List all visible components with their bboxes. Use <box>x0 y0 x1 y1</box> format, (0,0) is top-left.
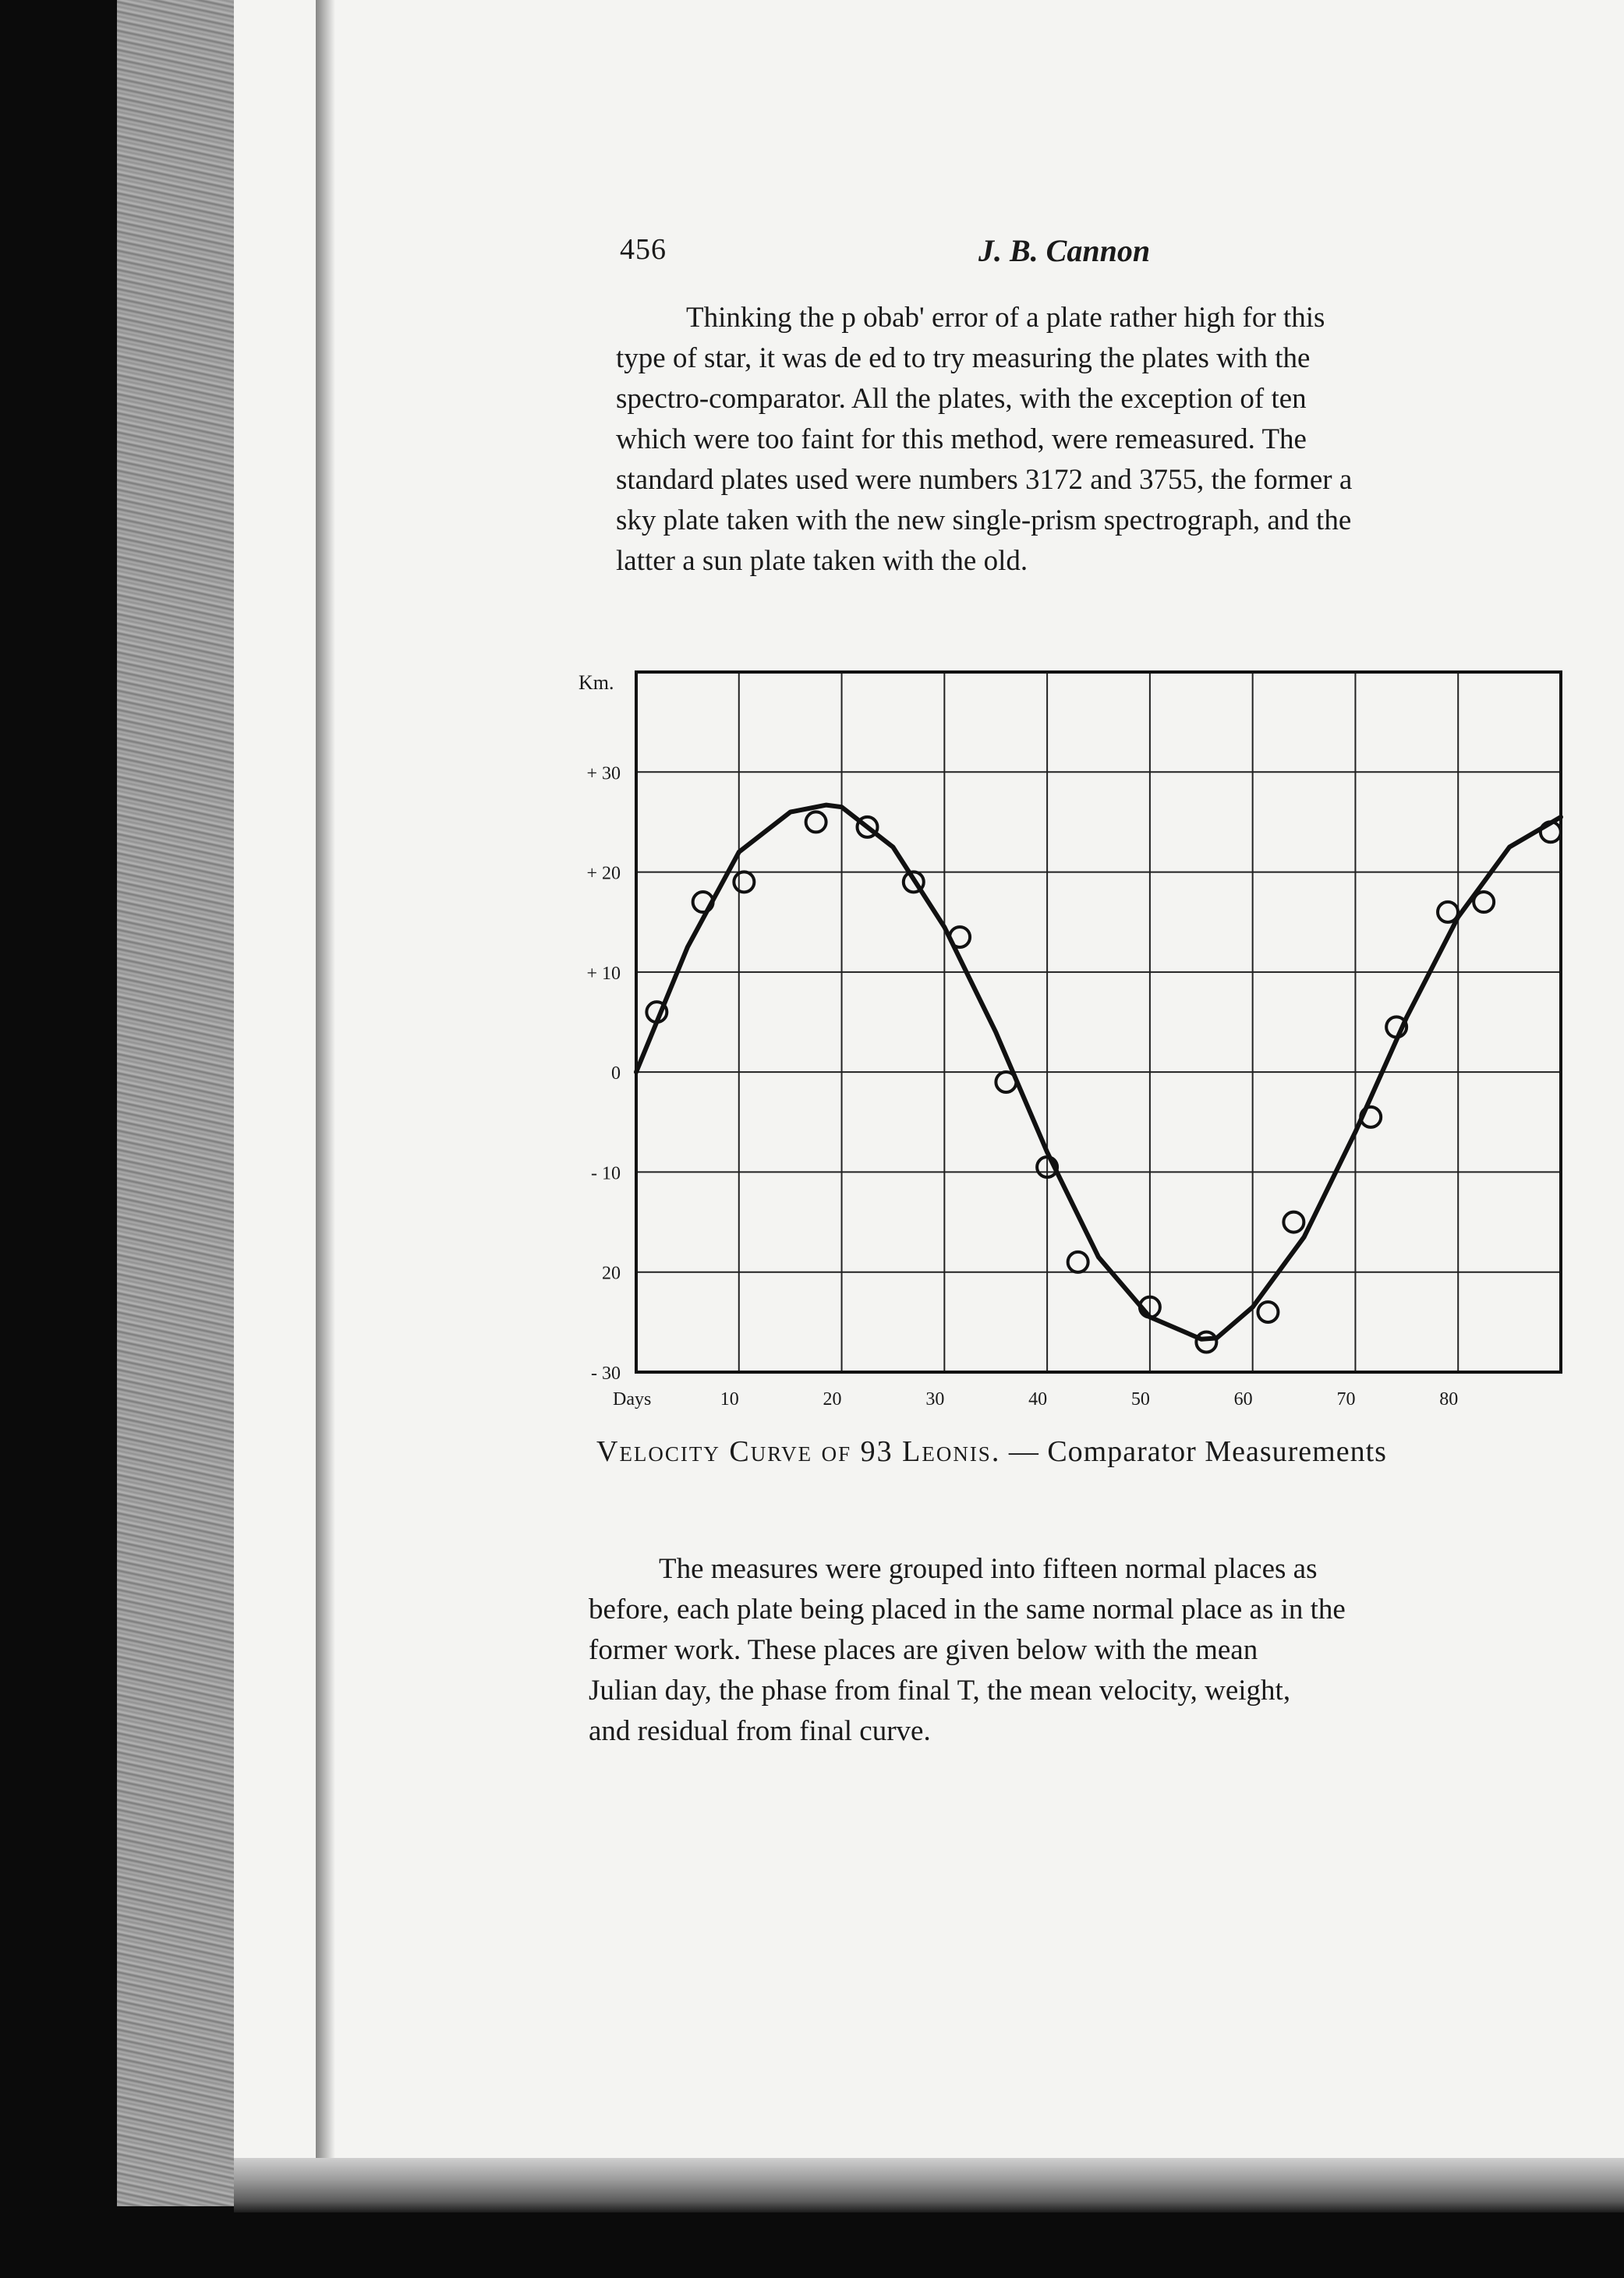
y-tick-label: + 10 <box>586 963 621 984</box>
x-tick-label: 20 <box>823 1389 842 1410</box>
running-title: J. B. Cannon <box>978 233 1151 268</box>
paragraph-line: which were too faint for this method, were remeasured. The <box>616 423 1307 455</box>
paragraph-line: and residual from final curve. <box>589 1715 931 1747</box>
measurement-point <box>1258 1302 1278 1322</box>
paragraph-2 <box>589 1549 1520 1752</box>
measurement-point <box>1474 892 1494 912</box>
paragraph-line: Thinking the p obab' error of a plate rather high for this <box>686 302 1325 334</box>
measurement-point <box>806 812 826 832</box>
x-tick-label: 30 <box>925 1389 945 1410</box>
x-tick-label: 10 <box>720 1389 739 1410</box>
page-number: 456 <box>620 233 667 266</box>
measurement-point <box>1283 1212 1304 1233</box>
measurement-point <box>950 927 970 947</box>
paragraph-line: Julian day, the phase from final T, the mean velocity, weight, <box>589 1675 1291 1707</box>
plot-frame <box>636 672 1561 1372</box>
paragraph-line: The measures were grouped into fifteen normal places as <box>659 1553 1318 1585</box>
x-tick-label: 60 <box>1233 1389 1253 1410</box>
running-header <box>0 232 1624 279</box>
y-tick-label: - 10 <box>591 1163 621 1184</box>
paragraph-line: before, each plate being placed in the same normal place as in the <box>589 1594 1346 1625</box>
measurement-point <box>1196 1332 1216 1353</box>
measurement-point <box>1068 1252 1088 1272</box>
velocity-curve-figure <box>569 647 1583 1505</box>
velocity-curve-chart <box>569 647 1583 1427</box>
y-tick-label: + 20 <box>586 863 621 884</box>
paragraph-line: latter a sun plate taken with the old. <box>616 545 1028 577</box>
paragraph-line: spectro-comparator. All the plates, with the exception of ten <box>616 383 1307 415</box>
paragraph-line: standard plates used were numbers 3172 and 3755, the former a <box>616 464 1353 496</box>
y-tick-label: 0 <box>611 1063 621 1084</box>
paragraph-line: type of star, it was de ed to try measuring the plates with the <box>616 342 1311 374</box>
y-tick-label: - 30 <box>591 1364 621 1384</box>
page-bottom-fold <box>234 2158 1624 2213</box>
measurement-point <box>996 1072 1016 1092</box>
figure-caption <box>596 1434 1387 1469</box>
figure-caption-suffix: — Comparator Measurements <box>1008 1435 1387 1468</box>
x-tick-label: 50 <box>1130 1389 1150 1410</box>
figure-caption-prefix: Velocity Curve of 93 Leonis. <box>596 1435 1001 1468</box>
x-tick-label: 70 <box>1336 1389 1356 1410</box>
x-axis-label: Days <box>613 1389 652 1410</box>
x-tick-label: 80 <box>1439 1389 1459 1410</box>
paragraph-line: sky plate taken with the new single-prism spectrograph, and the <box>616 504 1352 536</box>
binding-shadow <box>316 0 335 2206</box>
y-tick-label: 20 <box>602 1263 621 1284</box>
measurement-point <box>734 872 754 892</box>
y-tick-label: + 30 <box>586 763 621 784</box>
x-tick-label: 40 <box>1028 1389 1048 1410</box>
paragraph-line: former work. These places are given below with the mean <box>589 1634 1258 1666</box>
paragraph-1 <box>616 298 1536 582</box>
measurement-point <box>1438 902 1458 922</box>
y-axis-label: Km. <box>578 671 614 694</box>
